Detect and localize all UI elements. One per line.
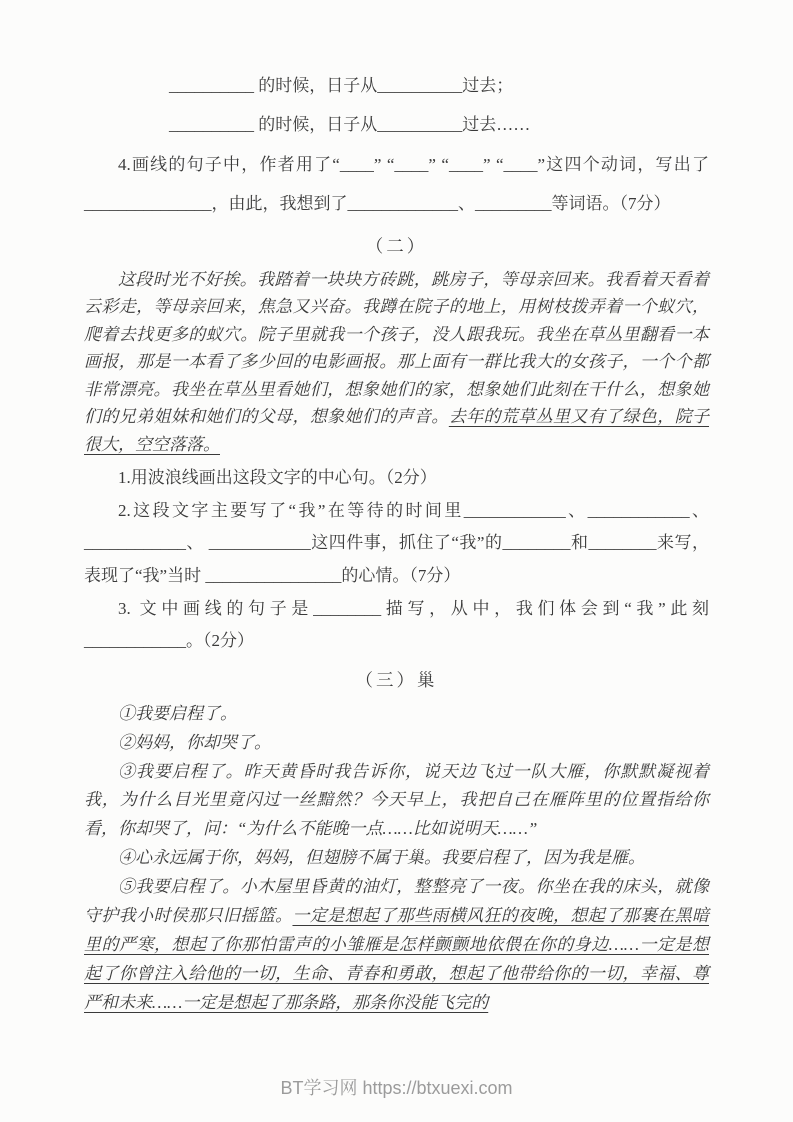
- passage-two: [84, 266, 709, 459]
- passage-three-para-4: ④心永远属于你，妈妈，但翅膀不属于巢。我要启程了，因为我是雁。: [118, 848, 645, 868]
- passage-three: [84, 700, 709, 1018]
- fill-blank-line-1: __________ 的时候，日子从__________过去；: [169, 76, 514, 95]
- passage-three-para-3: ③我要启程了。昨天黄昏时我告诉你，说天边飞过一队大雁，你默默凝视着我，为什么目光里竟闪过一丝黯然？今天早上，我把自己在雁阵里的位置指给你看，你却哭了，问：“为什么不能晚一点……比如说明天……”: [84, 761, 709, 839]
- question-3: 3. 文中画线的句子是________描写，从中，我们体会到“我”此刻____________。（2分）: [84, 598, 709, 651]
- question-4: 4.画线的句子中，作者用了“____” “____” “____” “____”这四个动词，写出了_______________，由此，我想到了_____________、_________等词语。（7分）: [84, 154, 709, 214]
- passage-three-para-1: ①我要启程了。: [118, 703, 237, 723]
- section-two-questions: [84, 462, 709, 658]
- fill-blank-line-2: __________ 的时候，日子从__________过去……: [169, 115, 531, 135]
- passage-three-para-5-text: ⑤我要启程了。小木屋里昏黄的油灯，整整亮了一夜。你坐在我的床头，就像守护我小时侯那只旧摇篮。: [84, 877, 709, 925]
- section-three-heading: （三）巢: [355, 669, 438, 690]
- passage-two-underlined-sentence: 去年的荒草丛里又有了绿色，院子很大，空空落落。: [84, 407, 710, 454]
- passage-three-para-5: [84, 873, 709, 1017]
- question-2: 2.这段文字主要写了“我”在等待的时间里____________、____________、____________、 ____________这四件事，抓住了“我”的________和________来写，表现了“我”当时 ________________的心情。（7分）: [84, 500, 709, 586]
- question-1: 1.用波浪线画出这段文字的中心句。（2分）: [118, 468, 437, 488]
- watermark-footer: BT学习网 https://btxuexi.com: [280, 1078, 513, 1098]
- passage-three-para-2: ②妈妈，你却哭了。: [118, 732, 271, 752]
- section-one: [84, 66, 709, 224]
- passage-two-text: 这段时光不好挨。我踏着一块块方砖跳，跳房子，等母亲回来。我看着天看着云彩走，等母亲回来，焦急又兴奋。我蹲在院子的地上，用树枝拨弄着一个蚁穴，爬着去找更多的蚁穴。院子里就我一个孩子，没人跟我玩。我坐在草丛里翻看一本画报，那是一本看了多少回的电影画报。那上面有一群比我大的女孩子，一个个都非常漂亮。我坐在草丛里看她们，想象她们的家，想象她们此刻在干什么，想象她们的兄弟姐妹和她们的父母，想象她们的声音。: [84, 269, 709, 427]
- passage-three-para-5-underlined: 一定是想起了那些雨横风狂的夜晚，想起了那裹在黑暗里的严寒，想起了你那怕雷声的小雏雁是怎样颤颤地依偎在你的身边……一定是想起了你曾注入给他的一切，生命、青春和勇敢，想起了他带给你的一切，幸福、尊严和未来……一定是想起了那条路，那条你没能飞完的: [84, 905, 710, 1012]
- section-two-heading: （二）: [365, 235, 428, 256]
